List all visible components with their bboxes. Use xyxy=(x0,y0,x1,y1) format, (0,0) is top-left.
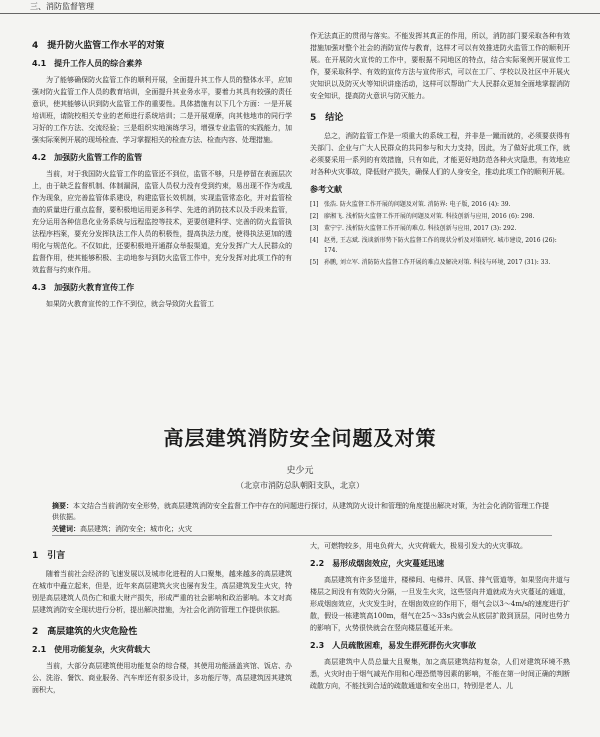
abstract-text: 本文结合当前消防安全形势，就高层建筑消防安全监督工作中存在的问题进行探讨，从建筑防火设计和管理的角度提出解决对策，为社会化消防管理工作提供依据。 xyxy=(52,502,549,521)
section-heading-1: 1 引言 xyxy=(32,551,66,561)
paragraph-2-2: 高层建筑有许多竖道井，楼梯间、电梯井、风管、排气管道等，如果竖向井道与楼层之间没有有效防火分隔，一旦发生火灾，这些竖向井道就成为火灾蔓延的通道，形成烟囱效应，火灾发生时，在烟囱效应的作用下，烟气会以3～4m/s的速度进行扩散，假设一栋建筑高100m，烟气在25～33s内就会从底层扩散到顶层，同时也势力的影响下，火势很快就会在竖向楼层蔓延开来。 xyxy=(310,576,570,632)
article-title: 高层建筑消防安全问题及对策 xyxy=(163,426,437,450)
subsection-heading-2-1: 2.1 使用功能复杂，火灾荷载大 xyxy=(32,645,151,654)
paragraph-2-3: 高层建筑中人员总量大且聚集，加之高层建筑结构复杂，人们对建筑环境不熟悉，火灾时由于烟气减光作用和心理恐慌等因素的影响，不能在第一时间正确的判断疏散方向，不能找到合适的疏散通道和安全出口，特别是老人、儿 xyxy=(310,658,570,690)
divider xyxy=(52,535,552,536)
section-heading-2: 2 高层建筑的火灾危险性 xyxy=(32,627,138,637)
reference-list xyxy=(310,200,570,268)
author-affiliation: （北京市消防总队朝阳支队，北京） xyxy=(236,481,364,490)
reference-item: [3] 董宁宁. 浅析防火监督工作开展的难点. 科技创新与应用, 2017 (3): 292. xyxy=(310,225,517,232)
paragraph-continued: 作无法真正的贯彻与落实。不能发挥其真正的作用，所以，消防部门要采取各种有效措施加强对整个社会的消防宣传与教育，这样才可以有效推进防火监管工作的顺利开展。在开展防火宣传的工作中，要根据不同地区的特点，结合实际案例开展宣传工作，要采取科学、有效的宣传方法与宣传形式，可以在工厂、学校以及社区中开展火灾知识以及防灭火等知识讲座活动，这样可以帮助广大人民群众更加全面地掌握消防安全知识，提高防火意识与防灭能力。 xyxy=(310,32,570,100)
author-name: 史少元 xyxy=(286,466,314,476)
running-header xyxy=(0,0,600,14)
section-label: 三、消防监督管理 xyxy=(30,2,94,11)
reference-item: [2] 廖湘飞. 浅析防火监督工作开展的问题及对策. 科技创新与应用, 2016 (6): 298. xyxy=(310,213,535,220)
paragraph-4-2: 当前，对于我国防火监管工作的监管还不到位，监管不够，只是停留在表面层次上，由于缺乏监督机制、体制漏洞，监管人员权力没有受到约束，易出现不作为或乱作为现象，应完善监管体系建设，构建监管长效机制，实现监管常态化，并对监管检查的质量进行重点监督，要积极地运用更多科学、先进的消防技术以及手段来监管，充分运用各种信息化业务系统与远程监控等技术，更要创建科学、完善的防火监管执法程序档案，要充分发挥执法工作人员的积极性，提高执法力度，使得执法更加的透明化与规范化。不仅如此，还要积极地开通群众举报渠道，充分发挥广大人民群众的监督作用，使其能够积极、主动地参与到防火监管工作中，充分发挥对此项工作的有效监督与约束作用。 xyxy=(32,170,292,274)
paragraph-4-3: 如果防火教育宣传的工作不到位，就会导致防火监管工 xyxy=(46,300,214,308)
subsection-heading-2-3: 2.3 人员疏散困难，易发生群死群伤火灾事故 xyxy=(310,641,477,650)
abstract xyxy=(52,500,552,535)
lower-right-column xyxy=(310,540,570,694)
keywords-label: 关键词： xyxy=(52,524,80,533)
right-column xyxy=(310,30,570,270)
subsection-heading-4-1: 4.1 提升工作人员的综合素养 xyxy=(32,59,143,68)
reference-item: [5] 孙鹏, 刘立军. 消防防火监督工作开展的难点及解决对策. 科技与环境, 2017 (31): 33. xyxy=(310,259,551,266)
paragraph-2-1: 当前，大部分高层建筑使用功能复杂的综合楼，其使用功能涵盖宾馆、饭店、办公、洗浴、餐饮、商业服务、汽车库还有很多设计，多功能厅等，高层建筑因其建筑面积大， xyxy=(32,662,292,694)
section-heading-5: 5 结论 xyxy=(310,113,344,123)
abstract-label: 摘要： xyxy=(52,501,73,510)
paragraph-4-1: 为了能够确保防火监管工作的顺利开展，全面提升其工作人员的整体水平，应加强对防火监管工作人员的教育培训，全面提升其业务水平，要着力其具有较强的责任意识，使其能够认识到防火监管工作的重要性。具体措施有以下几个方面：一是开展培训班，请院校相关专业的老师进行系统培训；二是开展观摩，向其他地市的同行学习好的工作方法、交流经验；三是组织实地演练学习，增强专业监管的实践能力，加强实际案例开展的现场检查、学习掌握相关的检查方法、检查内容、处理措施。 xyxy=(32,76,292,144)
paragraph-intro: 随着当前社会经济的飞速发展以及城市化进程的人口聚集，越来越多的高层建筑在城市中矗立起来，但是，近年来高层建筑火灾也屡有发生，高层建筑发生火灾，特别是高层建筑人员伤亡和重大财产损失，形成严重的社会影响和政治影响。本文对高层建筑消防安全现状进行分析，提出解决措施，为社会化消防管理工作提供依据。 xyxy=(32,570,292,614)
paragraph-2-1-continued: 大，可燃物较多，用电负荷大，火灾荷载大，极易引发大的火灾事故。 xyxy=(310,542,527,550)
paragraph-conclusion: 总之，消防监管工作是一项重大的系统工程，并非是一蹴而就的，必须要获得有关部门、企业与广大人民群众的共同参与和大力支持，因此，为了做好此项工作，就必须要采用一系列的有效措施，只有如此，才能更好地防范各种火灾隐患，有效地应对各种火灾事故，降低财产损失，确保人们的人身安全，推动此项工作的顺利开展。 xyxy=(310,132,570,176)
reference-item: [1] 张浩. 防火监督工作开展的问题及对策. 消防界: 电子版, 2016 (4): 39. xyxy=(310,201,511,208)
subsection-heading-2-2: 2.2 易形成烟囱效应，火灾蔓延迅速 xyxy=(310,559,445,568)
subsection-heading-4-2: 4.2 加强防火监管工作的监管 xyxy=(32,153,143,162)
article-title-block xyxy=(0,422,600,491)
subsection-heading-4-3: 4.3 加强防火教育宣传工作 xyxy=(32,283,135,292)
references-heading: 参考文献 xyxy=(310,185,342,194)
section-heading-4: 4 提升防火监管工作水平的对策 xyxy=(32,41,165,51)
keywords-text: 高层建筑；消防安全；城市化；火灾 xyxy=(80,525,192,533)
left-column xyxy=(32,30,292,312)
reference-item: [4] 赵勇, 王志斌. 浅谈新形势下防火监督工作的现状分析及对策研究. 城市建设, 2016 (26): 174. xyxy=(310,237,557,254)
lower-left-column xyxy=(32,540,292,698)
